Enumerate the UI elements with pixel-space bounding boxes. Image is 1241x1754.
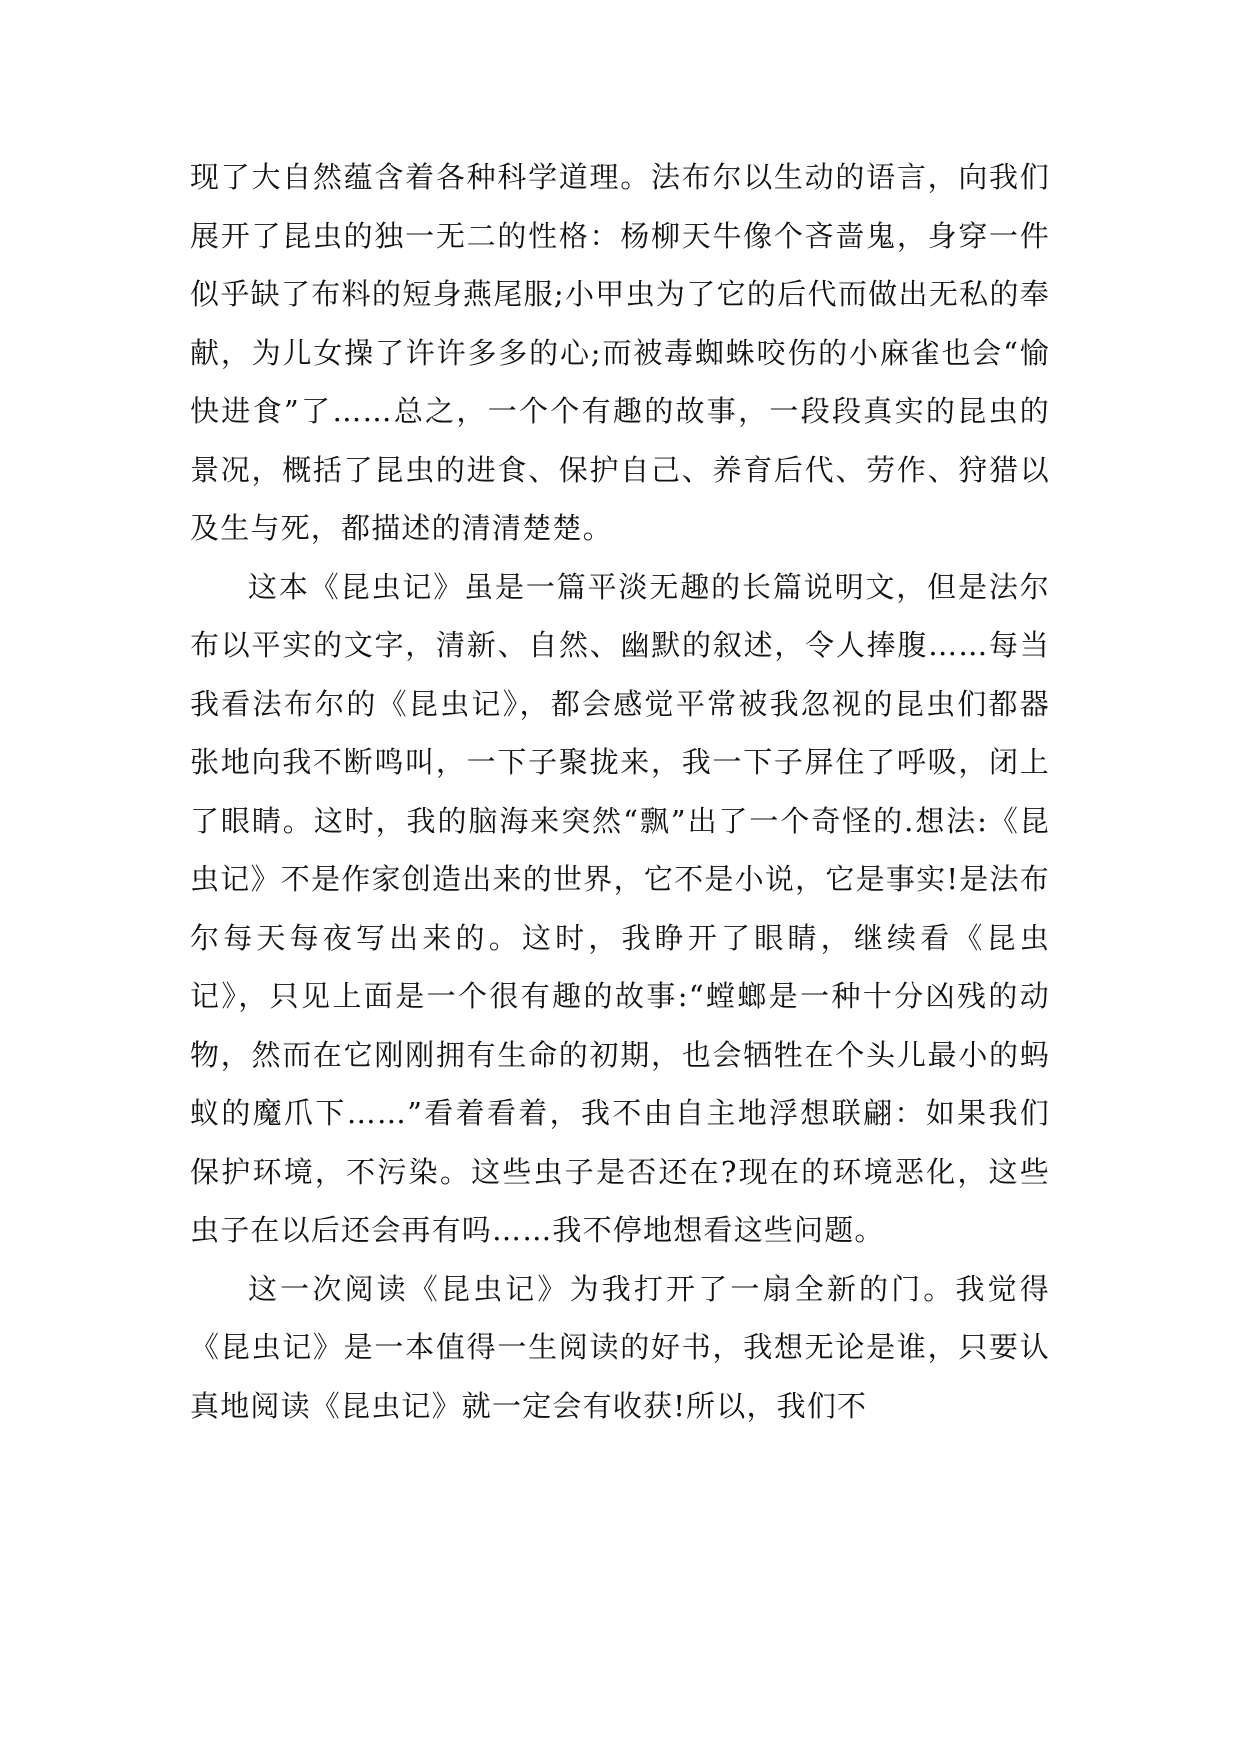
paragraph-3: 这一次阅读《昆虫记》为我打开了一扇全新的门。我觉得《昆虫记》是一本值得一生阅读的好书，我想无论是谁，只要认真地阅读《昆虫记》就一定会有收获!所以，我们不 (190, 1271, 1050, 1423)
document-page (190, 148, 1050, 1435)
paragraph-2: 这本《昆虫记》虽是一篇平淡无趣的长篇说明文，但是法尔布以平实的文字，清新、自然、幽默的叙述，令人捧腹……每当我看法布尔的《昆虫记》，都会感觉平常被我忽视的昆虫们都器张地向我不断鸣叫，一下子聚拢来，我一下子屏住了呼吸，闭上了眼睛。这时，我的脑海来突然“飘”出了一个奇怪的.想法:《昆虫记》不是作家创造出来的世界，它不是小说，它是事实!是法布尔每天每夜写出来的。这时，我睁开了眼睛，继续看《昆虫记》，只见上面是一个很有趣的故事:“螳螂是一种十分凶残的动物，然而在它刚刚拥有生命的初期，也会牺牲在个头儿最小的蚂蚁的魔爪下……”看着看着，我不由自主地浮想联翩：如果我们保护环境，不污染。这些虫子是否还在?现在的环境恶化，这些虫子在以后还会再有吗……我不停地想看这些问题。 (190, 569, 1050, 1247)
paragraph-1: 现了大自然蕴含着各种科学道理。法布尔以生动的语言，向我们展开了昆虫的独一无二的性格：杨柳天牛像个吝啬鬼，身穿一件似乎缺了布料的短身燕尾服;小甲虫为了它的后代而做出无私的奉献，为儿女操了许许多多的心;而被毒蜘蛛咬伤的小麻雀也会“愉快进食”了……总之，一个个有趣的故事，一段段真实的昆虫的景况，概括了昆虫的进食、保护自己、养育后代、劳作、狩猎以及生与死，都描述的清清楚楚。 (190, 160, 1050, 545)
